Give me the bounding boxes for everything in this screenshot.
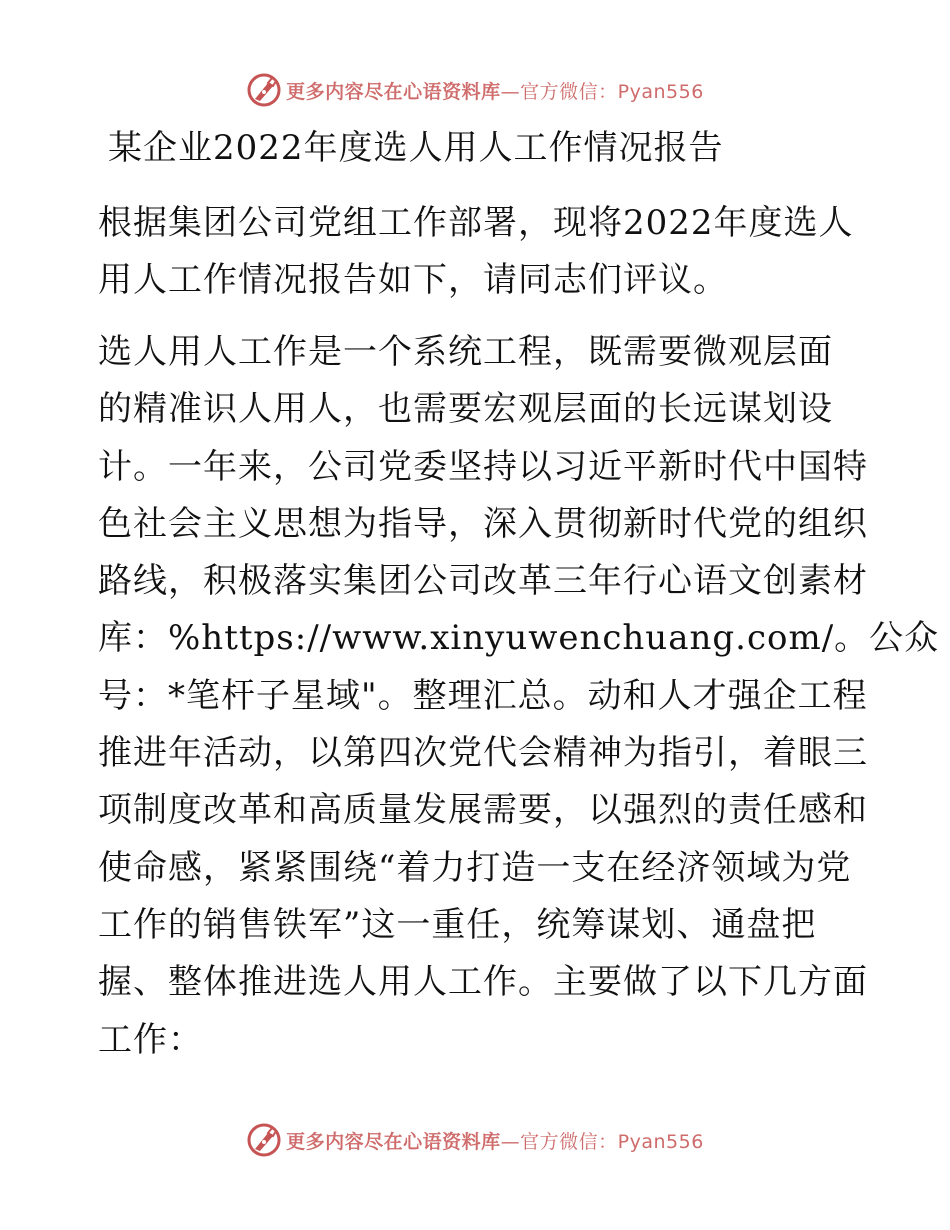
- paragraph-body-line: 握、整体推进选人用人工作。主要做了以下几方面: [98, 962, 868, 1003]
- header-banner: [0, 70, 950, 110]
- paragraph-body-line: 选人用人工作是一个系统工程，既需要微观层面: [98, 332, 833, 372]
- paragraph-body-line: 计。一年来，公司党委坚持以习近平新时代中国特: [98, 446, 868, 487]
- footer-banner-wechat: —官方微信：Pyan556: [500, 1130, 704, 1153]
- paragraph-body-line: 工作的销售铁军”这一重任，统筹谋划、通盘把: [98, 904, 817, 945]
- paragraph-body-line: 路线，积极落实集团公司改革三年行心语文创素材: [98, 561, 868, 602]
- paragraph-body: [98, 324, 940, 1069]
- paragraph-intro: [98, 195, 858, 310]
- header-banner-text: [286, 77, 704, 104]
- paragraph-body-line: 库：%https://www.xinyuwenchuang.com/。公众: [98, 618, 940, 659]
- paragraph-body-line: 号：*笔杆子星域"。整理汇总。动和人才强企工程: [98, 675, 868, 716]
- header-banner-brand: 更多内容尽在心语资料库: [286, 80, 501, 103]
- header-banner-wechat: —官方微信：Pyan556: [500, 80, 704, 103]
- footer-banner-text: [286, 1127, 704, 1154]
- document-title: 某企业2022年度选人用人工作情况报告: [108, 128, 724, 168]
- paragraph-body-line: 项制度改革和高质量发展需要，以强烈的责任感和: [98, 790, 868, 831]
- pen-logo-icon: [246, 72, 282, 108]
- footer-banner-content: [246, 1122, 704, 1158]
- paragraph-body-line: 色社会主义思想为指导，深入贯彻新时代党的组织: [98, 503, 868, 544]
- footer-banner-brand: 更多内容尽在心语资料库: [286, 1130, 501, 1153]
- pen-logo-icon: [246, 1122, 282, 1158]
- paragraph-body-line: 推进年活动，以第四次党代会精神为指引，着眼三: [98, 733, 868, 774]
- paragraph-body-line: 的精准识人用人，也需要宏观层面的长远谋划设: [98, 389, 833, 430]
- paragraph-intro-line: 根据集团公司党组工作部署，现将2022年度选人: [98, 203, 854, 243]
- paragraph-body-line: 使命感，紧紧围绕“着力打造一支在经济领域为党: [98, 847, 852, 888]
- paragraph-body-line: 工作：: [98, 1019, 203, 1060]
- footer-banner: [0, 1120, 950, 1160]
- header-banner-content: [246, 72, 704, 108]
- paragraph-intro-line: 用人工作情况报告如下，请同志们评议。: [98, 260, 728, 301]
